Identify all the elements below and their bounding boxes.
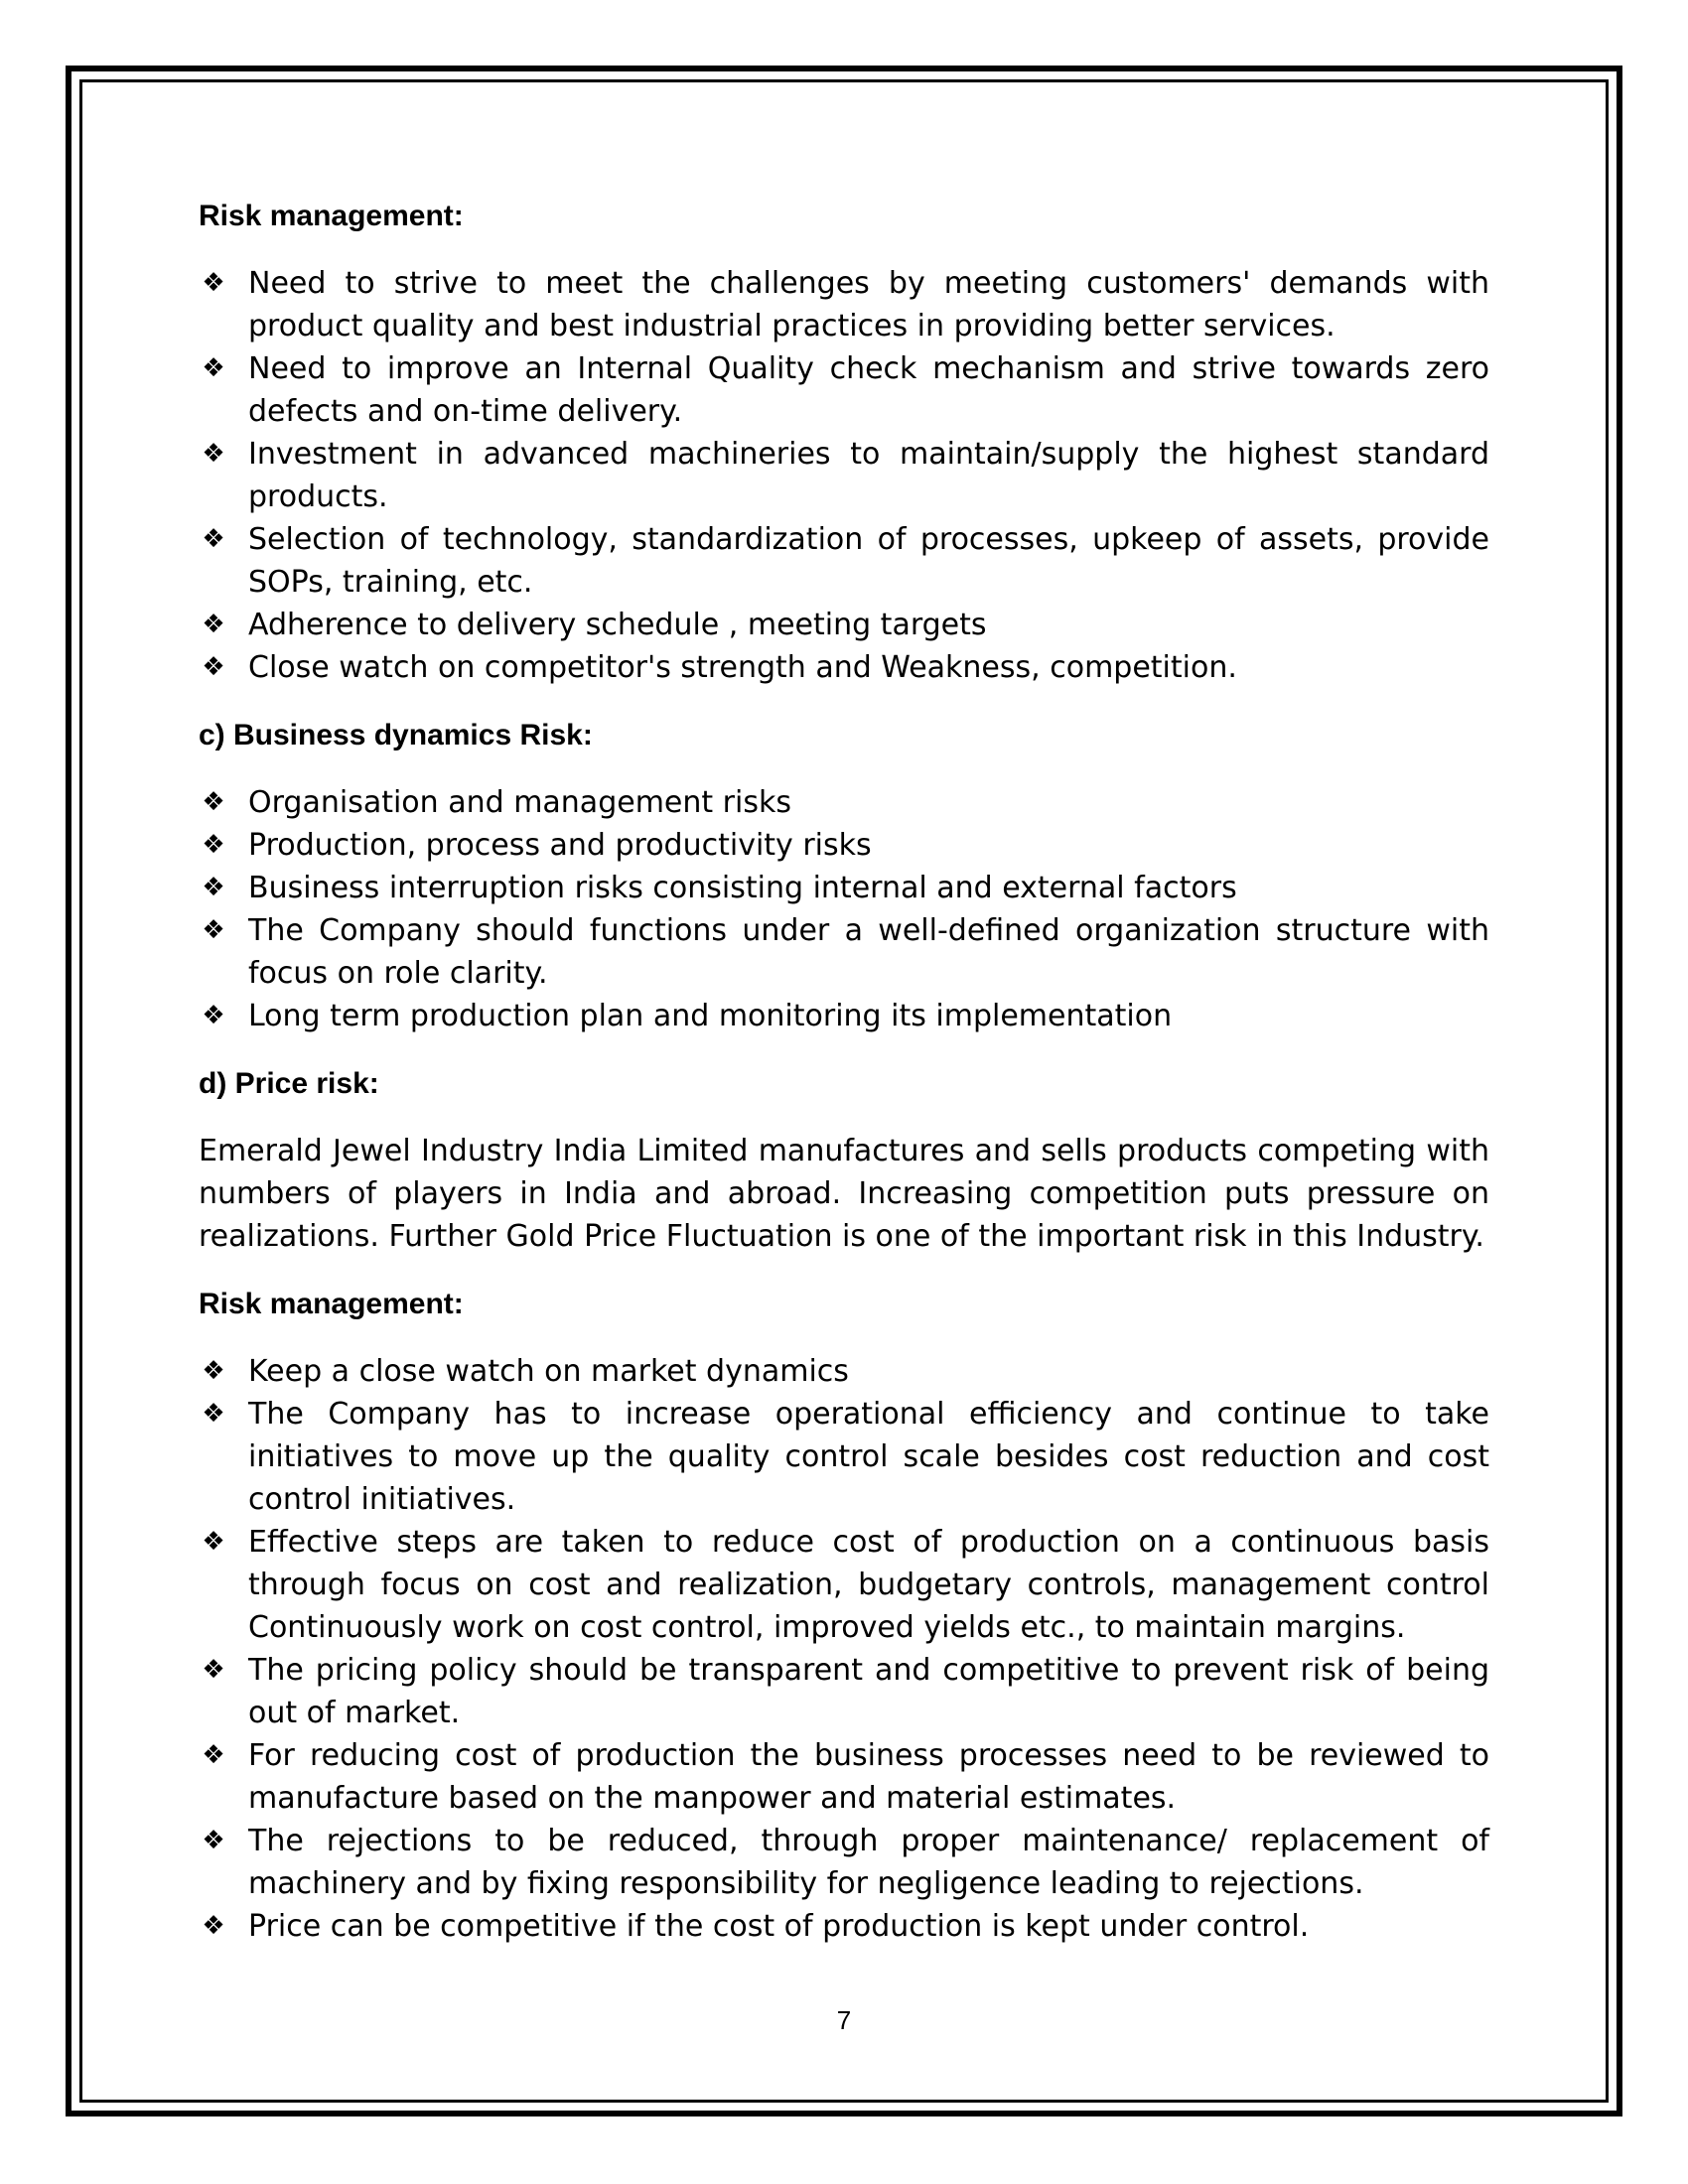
list-item <box>199 781 1489 824</box>
section-heading: c) Business dynamics Risk: <box>199 719 593 751</box>
list-item <box>199 909 1489 995</box>
section-paragraph: Emerald Jewel Industry India Limited manufactures and sells products competing with numbers of players in India and abroad. Increasing competition puts pressure on realizations. Further Gold Price Fluctuation is one of the important risk in this Industry. <box>199 1134 1489 1254</box>
diamond-bullet-icon: ❖ <box>202 524 225 554</box>
list-item-text: Organisation and management risks <box>248 785 791 820</box>
list-item-text: The pricing policy should be transparent and competitive to prevent risk of being out of market. <box>248 1653 1489 1730</box>
list-item <box>199 1734 1489 1820</box>
list-item <box>199 646 1489 689</box>
section-business-dynamics-risk <box>199 714 1489 1037</box>
list-item-text: Business interruption risks consisting internal and external factors <box>248 871 1237 905</box>
diamond-bullet-icon: ❖ <box>202 830 225 860</box>
diamond-bullet-icon: ❖ <box>202 1826 225 1855</box>
list-item <box>199 1649 1489 1734</box>
list-item-text: Keep a close watch on market dynamics <box>248 1354 849 1389</box>
diamond-bullet-icon: ❖ <box>202 1001 225 1030</box>
diamond-bullet-icon: ❖ <box>202 873 225 902</box>
list-item-text: Close watch on competitor's strength and Weakness, competition. <box>248 650 1237 685</box>
diamond-bullet-icon: ❖ <box>202 787 225 817</box>
list-item-text: The Company has to increase operational efficiency and continue to take initiatives to move up the quality control scale besides cost reduction and cost control initiatives. <box>248 1397 1489 1517</box>
list-item <box>199 867 1489 909</box>
list-item-text: Long term production plan and monitoring its implementation <box>248 999 1173 1033</box>
list-item <box>199 518 1489 604</box>
diamond-bullet-icon: ❖ <box>202 915 225 945</box>
list-item <box>199 1393 1489 1521</box>
section-heading: Risk management: <box>199 200 464 232</box>
list-item-text: Selection of technology, standardization of processes, upkeep of assets, provide SOPs, training, etc. <box>248 522 1489 600</box>
diamond-bullet-icon: ❖ <box>202 439 225 469</box>
section-heading: d) Price risk: <box>199 1067 379 1100</box>
list-item-text: Need to strive to meet the challenges by meeting customers' demands with product quality and best industrial practices in providing better services. <box>248 266 1489 343</box>
diamond-bullet-icon: ❖ <box>202 1911 225 1941</box>
diamond-bullet-icon: ❖ <box>202 268 225 298</box>
bullet-list <box>199 1350 1489 1948</box>
section-heading: Risk management: <box>199 1288 464 1320</box>
list-item-text: Adherence to delivery schedule , meeting targets <box>248 608 987 642</box>
page-number: 7 <box>836 2005 852 2035</box>
section-risk-management-1 <box>199 195 1489 689</box>
bullet-list <box>199 781 1489 1037</box>
section-price-risk <box>199 1062 1489 1258</box>
list-item <box>199 1521 1489 1649</box>
diamond-bullet-icon: ❖ <box>202 652 225 682</box>
list-item <box>199 1820 1489 1905</box>
diamond-bullet-icon: ❖ <box>202 1527 225 1557</box>
bullet-list <box>199 262 1489 689</box>
diamond-bullet-icon: ❖ <box>202 610 225 639</box>
list-item <box>199 604 1489 646</box>
list-item <box>199 995 1489 1037</box>
diamond-bullet-icon: ❖ <box>202 1740 225 1770</box>
list-item-text: Need to improve an Internal Quality check mechanism and strive towards zero defects and on-time delivery. <box>248 351 1489 429</box>
list-item-text: For reducing cost of production the business processes need to be reviewed to manufacture based on the manpower and material estimates. <box>248 1738 1489 1816</box>
list-item <box>199 1350 1489 1393</box>
list-item-text: Effective steps are taken to reduce cost of production on a continuous basis through focus on cost and realization, budgetary controls, management control Continuously work on cost control, improved yields etc., to maintain margins. <box>248 1525 1489 1645</box>
list-item <box>199 433 1489 518</box>
diamond-bullet-icon: ❖ <box>202 1356 225 1386</box>
list-item <box>199 347 1489 433</box>
diamond-bullet-icon: ❖ <box>202 1655 225 1685</box>
list-item <box>199 824 1489 867</box>
list-item-text: The Company should functions under a well-defined organization structure with focus on role clarity. <box>248 913 1489 991</box>
document-content <box>199 195 1489 1973</box>
section-risk-management-2 <box>199 1283 1489 1948</box>
list-item <box>199 262 1489 347</box>
list-item-text: Investment in advanced machineries to maintain/supply the highest standard products. <box>248 437 1489 514</box>
list-item-text: Production, process and productivity risks <box>248 828 872 863</box>
diamond-bullet-icon: ❖ <box>202 353 225 383</box>
diamond-bullet-icon: ❖ <box>202 1399 225 1429</box>
list-item-text: Price can be competitive if the cost of production is kept under control. <box>248 1909 1310 1944</box>
list-item <box>199 1905 1489 1948</box>
list-item-text: The rejections to be reduced, through proper maintenance/ replacement of machinery and by fixing responsibility for negligence leading to rejections. <box>248 1824 1489 1901</box>
